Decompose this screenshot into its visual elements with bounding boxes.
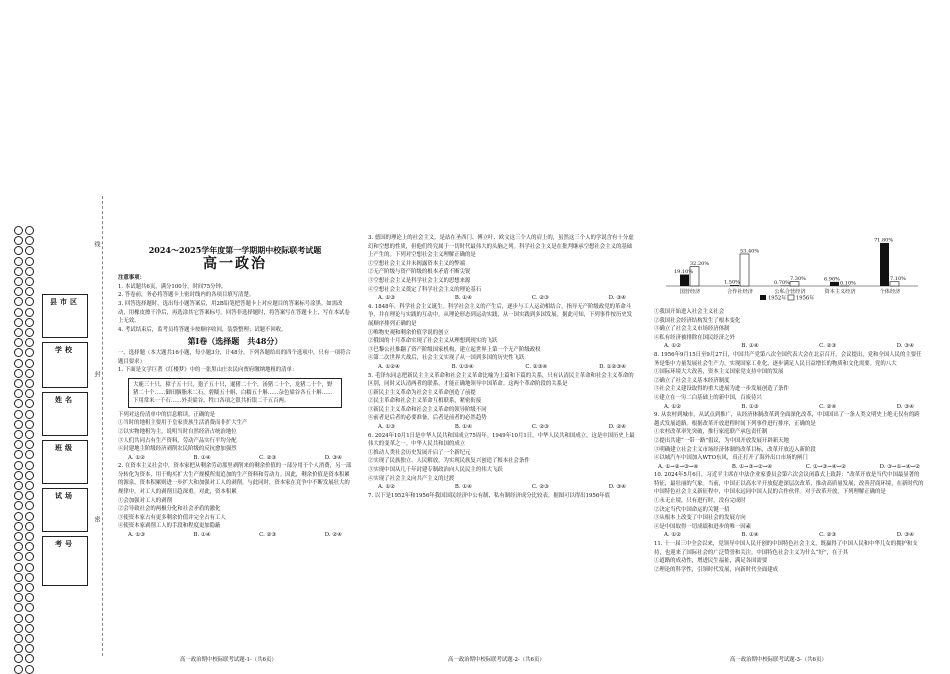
answer-choice: D. ③④ [897,342,914,351]
binding-hole [14,399,23,408]
binding-hole [14,389,23,398]
binding-hole [25,410,34,419]
option: ④封建地主阶级经济剥削农民阶级的反抗愈加强烈 [118,445,352,454]
binding-hole [25,563,34,572]
binding-hole [14,522,23,531]
page-2 [368,234,636,500]
binding-hole [14,338,23,347]
option: ①会加强对工人的剥削 [118,497,352,506]
answer-choice: D. ③④ [609,294,626,303]
option: ②决定当代中国命运的关键一招 [654,506,924,515]
seal-mark: 密 [92,516,101,522]
option: ②会导致社会的两极分化和社会矛盾的激化 [118,505,352,514]
answer-choice: B. ①④ [194,531,211,540]
binding-hole [14,297,23,306]
option: ③新民主主义革命和社会主义革命的领导阶级不同 [368,406,636,415]
binding-hole [25,328,34,337]
category-label: 公私合营经济 [774,287,805,295]
binding-hole [25,399,34,408]
exam-sheet [0,96,950,576]
answer-choice: A. ①②④ [378,363,400,372]
option: ②民主革命和社会主义革命互相联系，紧密衔接 [368,397,636,406]
option: ④使资本家剥削工人的手段和程度更加隐蔽 [118,522,352,531]
answer-choice: C. ①→③→④→② [806,463,846,472]
binding-hole [25,277,34,286]
binding-hole [25,236,34,245]
legend-swatch-1952 [760,295,766,300]
binding-hole [25,481,34,490]
answer-row [368,294,636,303]
answer-choice: C. ②③④ [525,363,547,372]
option: ①农村改革率先突破，推行家庭联产承包责任制 [654,428,924,437]
answer-choice: C. ②③ [819,342,836,351]
binding-hole [14,573,23,582]
rent-list-box: 大鹿三十只，獐子五十只，狍子五十只，暹猪二十个，汤猪二十个，龙猪二十个，野猪二十个……御田胭脂米二石，碧糯五十斛，白糯五十斛……杂色粱谷各五十斛……下用常米一千石……外卖粱谷、牲口各项之银共折银二千五百两。 [128,378,342,408]
binding-hole [14,593,23,602]
binding-hole [25,287,34,296]
binding-hole [14,512,23,521]
value-label-1952: 19.10% [674,269,693,275]
category-label: 资本主义经济 [824,287,855,295]
binding-hole [14,471,23,480]
answer-choice: C. ②④ [819,403,836,412]
binding-hole [14,257,23,266]
option: ①推动人类社会历史发展开启了一个新纪元 [368,449,636,458]
option: ①唯物史观和剩余价值学说的创立 [368,329,636,338]
answer-choice: D. ③④ [897,531,914,540]
binding-hole [14,450,23,459]
binding-hole [25,461,34,470]
binding-hole [14,665,23,674]
option: ③明确建立社会主义市场经济体制的改革目标，改革开放迈入新阶段 [654,446,924,455]
binding-hole [14,359,23,368]
answer-choice: B. ①③ [742,403,759,412]
answer-choice: B. ①④ [455,294,472,303]
binding-hole [14,624,23,633]
page-3 [654,308,924,574]
question-stem: 6. 2024年10月1日是中华人民共和国成立75周年。1949年10月1日，中华人民共和国成立。这是中国历史上最伟大的变革之一。中华人民共和国的成立 [368,432,636,449]
subject-title: 高一政治 [118,260,352,269]
value-label-1952: 71.80% [874,237,893,243]
binding-hole [25,593,34,602]
option: ③使资本家占有更多剩余价值并完全占有工人 [118,514,352,523]
binding-hole [25,542,34,551]
binding-hole [25,603,34,612]
binding-hole [14,440,23,449]
note-item: 2. 答卷前，务必将答题卡上密封线内的各项目填写清楚。 [118,291,352,300]
option: ①国际环境大大改善，资本主义国家党支持中国的发展 [654,368,924,377]
binding-hole [25,522,34,531]
answer-choice: D. ③→①→④→② [880,463,920,472]
info-box-room[interactable] [42,488,88,532]
binding-hole [14,563,23,572]
info-box-class[interactable] [42,440,88,484]
note-item: 1. 本试题共6页，满分100分，时间75分钟。 [118,283,352,292]
answer-choice: A. ①② [378,483,395,492]
binding-hole [25,308,34,317]
answer-choice: D. ③④ [325,454,342,463]
binding-hole [14,246,23,255]
answer-choice: B. ①③④ [452,363,474,372]
binding-hole [25,226,34,235]
binding-hole [25,369,34,378]
binding-hole [25,440,34,449]
binding-hole [25,512,34,521]
option: ①空想社会主义并未揭露资本主义的弊端 [368,260,636,269]
question-stem: 10. 2024年5月6日，习近平主席在中法企业家委员会第六次会议闭幕式上致辞：“改革开放是当代中国最显著的特征，最壮丽的气象。当前，中国正以高水平开放促进深层次改革，推动高质量发展，改善营商环境，在新时代的中国特色社会主义新征程中，中国永远同中国人民的合作伙伴。对于改革开放，下列理解正确的是 [654,471,924,497]
value-label-1956: 32.20% [690,261,709,267]
info-label: 县市区 [43,295,87,307]
page-footer: 高一政治期中校际联考试题-2-（共6页） [448,655,545,663]
answer-choice: A. ①② [664,531,681,540]
info-label: 考号 [43,537,87,549]
binding-hole [25,257,34,266]
binding-hole [14,420,23,429]
section-intro: 一、选择题（本大题共16小题，每小题3分，计48分。下列各题给出的四个选项中，只有一项符合题目要求） [118,349,352,366]
answer-choice: A. ①③ [378,294,395,303]
value-label-1956: 53.40% [740,248,759,254]
info-box-id[interactable] [42,536,88,586]
binding-hole [25,614,34,623]
answer-choice: A. ①② [664,342,681,351]
option: ②俄国的十月革命实现了社会主义从理想到现实的飞跃 [368,337,636,346]
answer-choice: C. ②③ [532,483,549,492]
binding-hole [25,501,34,510]
binding-hole [14,328,23,337]
answer-choice: A. ①② [128,454,145,463]
question-stem: 7. 以下是1952年和1956年我国国民经济中公有制、私有制经济成分比较表。据图可以得出1956年底 [368,492,636,501]
answer-choice: B. ①④ [742,342,759,351]
option: ③实现中国从几千年封建专制政治向人民民主的伟大飞跃 [368,466,636,475]
binding-hole [14,277,23,286]
binding-hole [25,491,34,500]
option: ②无产阶级与资产阶级的根本矛盾不断尖锐 [368,268,636,277]
notes-heading: 注意事项： [118,274,352,283]
answer-row [654,403,924,412]
binding-hole [14,583,23,592]
note-item: 4. 考试结束后，监考员将答题卡按顺序收回，装袋整理；试题不回收。 [118,326,352,335]
binding-hole [25,246,34,255]
binding-hole [25,573,34,582]
binding-hole [25,665,34,674]
answer-choice: D. ③④ [897,403,914,412]
option: ②以实物地租为主，说明当时自然经济占统治地位 [118,428,352,437]
answer-choice: A. ①→②→③→④ [658,463,698,472]
value-label-1952: 1.50% [724,280,740,286]
binding-hole [25,389,34,398]
question-stem: 1. 下面是文学巨著《红楼梦》中的一张黑山庄农民向贾府缴纳地租的清单： [118,366,352,375]
value-label-1956: 7.30% [790,276,806,282]
option: ④空想社会主义奠定了科学社会主义的理论基石 [368,286,636,295]
option: ①永无止境，只有进行时，没有完成时 [654,497,924,506]
option: ④以城汽车中国加入WTO东风，真正打开了海外出口市场的闸门 [654,454,924,463]
answer-choice: B. ①④ [194,454,211,463]
option: ④第二次世界大战后，社会主义实现了从一国到多国的历史性飞跃 [368,354,636,363]
binding-hole [25,624,34,633]
question-stem: 4. 1848年，科学社会主义诞生。科学社会主义的产生后，逐步与工人运动相结合，指导无产阶级政党的革命斗争，并在理论与实践的互动中，从理论形态到运动实践，从一国实践到多国发展。据此可知，下列事件按历史发展顺序排列正确的是 [368,303,636,329]
binding-hole [14,552,23,561]
option: ③社会主义建设取得的重大进展为进一步发展创造了条件 [654,385,924,394]
option: ②我国社会经济结构发生了根本变化 [654,317,924,326]
option: ②理论的科学性，引领时代发展，向新时代全面建成 [654,566,924,575]
option: ②提出共建“一带一路”倡议，为中国开放发展开辟新天地 [654,437,924,446]
bar-1956 [790,282,799,286]
binding-hole [14,614,23,623]
answer-choice: B. ①→③→②→④ [732,463,772,472]
answer-row [654,531,924,540]
option: ③人们共同占有生产资料，劳动产品实行平均分配 [118,437,352,446]
binding-hole [14,410,23,419]
answer-choice: A. ①② [664,403,681,412]
binding-hole [25,348,34,357]
question-lead: 下列对这份清单中的信息解读，正确的是 [118,411,352,420]
answer-choice: D. ②④ [609,423,626,432]
binding-hole [25,297,34,306]
legend-label-1952: 1952年 [768,294,786,302]
answer-row [368,483,636,492]
answer-choice: D. ①②③④ [599,363,626,372]
page-footer: 高一政治期中校际联考试题-1-（共6页） [180,655,277,663]
page-footer: 高一政治期中校际联考试题-3-（共6页） [730,655,827,663]
binding-hole [14,267,23,276]
legend-label-1956: 1956年 [796,294,814,302]
binding-hole [25,359,34,368]
option: ②实现了民族独立、人民解放，为实现民族复兴创造了根本社会条件 [368,457,636,466]
bar-1956 [740,254,749,286]
category-label: 合作社经济 [727,287,753,295]
bar-1952 [830,282,839,286]
answer-choice: C. ②③ [819,531,836,540]
option: ③空想社会主义是科学社会主义的思想来源 [368,277,636,286]
info-label: 姓名 [43,393,87,405]
bar-1952 [680,275,689,286]
answer-row [368,363,636,372]
seal-line [102,196,103,656]
question-stem: 9. 从农村到城市，从试点到推广，从经济体制改革到全面深化改革，中国国出了一条人类文明史上绝无仅有的跨越式发展道路。根据改革开放进程时间下列事件进行排序，正确的是 [654,411,924,428]
binding-hole [25,430,34,439]
answer-choice: D. ③④ [609,483,626,492]
binding-hole [14,501,23,510]
answer-row [118,531,352,540]
binding-hole [14,644,23,653]
answer-choice: C. ②③ [259,531,276,540]
binding-hole [14,461,23,470]
option: ①我国开始进入社会主义社会 [654,308,924,317]
bar-1952 [880,243,889,286]
binding-hole [25,471,34,480]
binding-hole [14,369,23,378]
info-label: 试场 [43,489,87,501]
option: ④实现了社会主义向共产主义的过渡 [368,475,636,484]
option: ①新民主主义革命为社会主义革命创造了前提 [368,389,636,398]
option: ④是中国取得一切成绩和进步的唯一因素 [654,523,924,532]
binding-hole [25,552,34,561]
answer-choice: C. ②③ [532,423,549,432]
answer-choice: C. ②③ [259,454,276,463]
binding-hole [14,308,23,317]
binding-hole [25,338,34,347]
question-stem: 5. 毛泽东同志把新民主主义革命和社会主义革命比喻为上篇和下篇的关系，只有认清民主革命和社会主义革命的区别，同时又认清两者的联系，才能正确地领导中国革命。这两个革命阶段的关系是 [368,372,636,389]
category-label: 国营经济 [680,287,701,295]
answer-choice: A. ①③ [378,423,395,432]
option: ①道路的成功性，增进民生福祉，满足各国需要 [654,557,924,566]
page-1 [118,246,352,540]
binding-hole [25,267,34,276]
binding-hole [14,603,23,612]
note-item: 3. 回答选择题时，选出每小题答案后，用2B铅笔把答题卡上对应题目的答案标号涂黑。如需改动，用橡皮擦干净后，再选涂其它答案标号。回答非选择题时，将答案写在答题卡上，写在本试卷上无效。 [118,300,352,326]
legend-swatch-1956 [788,295,794,300]
answer-choice: B. ①④ [455,483,472,492]
binding-hole [25,420,34,429]
info-label: 学校 [43,343,87,355]
binding-hole [25,583,34,592]
option: ④建立在一穷二白基础上的新中国，百废待兴 [654,394,924,403]
binding-hole [14,318,23,327]
binding-hole [14,348,23,357]
binding-hole [25,532,34,541]
option: ③从根本上改变了中国社会的发展方向 [654,514,924,523]
option: ②确立了社会主义基本经济制度 [654,377,924,386]
option: ③巴黎公社推翻了资产阶级国家机构，建立起世界上第一个无产阶级政权 [368,346,636,355]
binding-hole [14,542,23,551]
option: ④前者是后者的必要准备，后者是前者的必然趋势 [368,414,636,423]
value-label-1952: 0.70% [774,280,790,286]
binding-hole [25,634,34,643]
answer-row [368,423,636,432]
ownership-bar-chart [660,234,920,304]
binding-hole [25,654,34,663]
section-title: 第Ⅰ卷（选择题 共48分） [118,337,352,346]
binding-hole [25,318,34,327]
binding-hole [25,644,34,653]
binding-hole [14,226,23,235]
value-label-1956: 0.10% [840,280,856,286]
question-stem: 8. 1956年9月15日至9月27日，中国共产党第八次全国代表大会在北京召开。会议提出，党和全国人民的主要任务是集中力量发展社会生产力，实现国家工业化，逐步满足人民日益增长的物质和文化需要。党的八大 [654,351,924,368]
category-label: 个体经济 [880,287,901,295]
question-stem: 11. 十一届三中全会以来，党领导中国人民开创的中国特色社会主义，既赢得了中国人民和中华儿女的拥护和支持，也迎来了国际社会的广泛赞誉和关注。中国特色社会主义为什么“好”，在于其 [654,540,924,557]
answer-choice: D. ②④ [325,531,342,540]
info-box-name[interactable] [42,392,88,436]
answer-row [118,454,352,463]
binding-hole [25,379,34,388]
bar-1956 [890,282,899,286]
option: ①当时的地租主要用于皇家贵族生活消费而非扩大生产 [118,419,352,428]
value-label-1956: 7.10% [890,276,906,282]
binding-hole [25,450,34,459]
answer-choice: B. ①④ [742,531,759,540]
info-box-county[interactable] [42,294,88,338]
option: ④私有经济被排除在国民经济之外 [654,334,924,343]
value-label-1952: 6.90% [824,276,840,282]
info-label: 班级 [43,441,87,453]
question-stem: 2. 在资本主义社会中，资本家把从剩余劳动那里剥削来的剩余价值的一部分用于个人消费，另一部分转化为资本，用于购买扩大生产规模所需追加的生产资料和劳动力。因此，剩余价值是资本积累的源泉，资本积累则进一步扩大和加强对工人的剥削。与此同时，资本家在竞争中不断发展壮大的规律中，对工人的剥削日趋深重。对此，资本积累 [118,462,352,496]
answer-choice: B. ①④ [455,423,472,432]
binding-hole [14,379,23,388]
binding-hole [14,287,23,296]
exam-title: 2024～2025学年度第一学期期中校际联考试题 [118,246,352,255]
binding-hole [14,654,23,663]
binding-hole [14,481,23,490]
answer-row [654,463,924,472]
answer-choice: A. ①③ [128,531,145,540]
binding-hole [14,532,23,541]
binding-hole [14,430,23,439]
question-stem: 3. 德国的理论上的社会主义，是站在圣西门、傅立叶、欧文这三个人的肩上的，虽然这三个人的学说含有十分虚幻和空想的性质，但他们终究属于一切时代最伟大的头脑之列。科学社会主义是在批判继承空想社会主义的基础上产生的。下列对空想社会主义理解正确的是 [368,234,636,260]
answer-choice: C. ②③ [532,294,549,303]
option: ③确立了社会主义市场经济体制 [654,325,924,334]
seal-mark: 线 [92,241,101,247]
answer-row [654,342,924,351]
binding-hole [14,491,23,500]
info-box-school[interactable] [42,342,88,388]
binding-hole [14,236,23,245]
seal-mark: 封 [92,371,101,377]
binding-hole [14,634,23,643]
